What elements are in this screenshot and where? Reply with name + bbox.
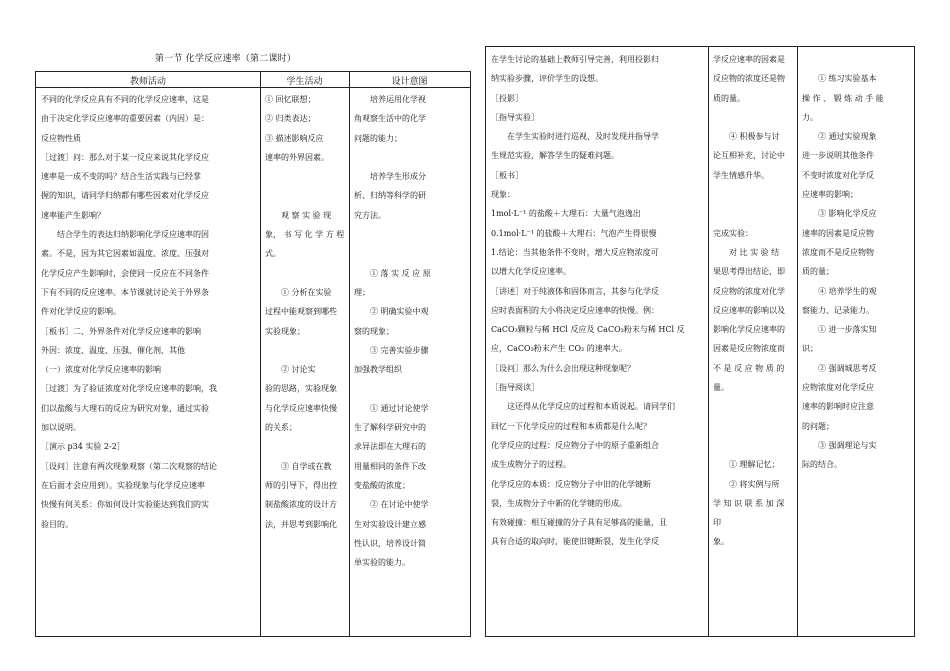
- text-line: 培养学生形成分: [370, 172, 426, 182]
- text-line: 不 是 反 应 物 质 的: [713, 363, 785, 373]
- blank-line: [265, 341, 345, 360]
- text-line: 有效碰撞：相互碰撞的分子具有足够高的能量，且: [491, 518, 667, 528]
- text-line: 件对化学反应的影响。: [41, 307, 121, 317]
- left-design-intent-text: [354, 90, 466, 636]
- text-line: ［讲述］对于纯液体和固体而言，其参与化学反: [491, 286, 659, 296]
- text-line: 0.1mol·L⁻¹ 的盐酸＋大理石：气泡产生得很慢: [491, 228, 657, 238]
- right-design-intent-text: [802, 50, 911, 634]
- document-title: 第一节 化学反应速率（第二课时）: [155, 54, 297, 64]
- right-student-activity-text: [713, 50, 793, 634]
- text-line: 化学反应的本质：反应物分子中旧的化学键断: [491, 479, 651, 489]
- text-line: 们以盐酸与大理石的反应为研究对象，通过实验: [41, 403, 209, 413]
- text-line: ② 强调城思考反: [818, 363, 877, 373]
- text-line: 这还得从化学反应的过程和本质说起。请同学们: [507, 402, 675, 412]
- text-line: 裂，生成物分子中新的化学键的形成。: [491, 498, 627, 508]
- text-line: 性认识，培养设计简: [354, 538, 426, 548]
- text-line: 快慢有何关系：你如何设计实验能达到我们的实: [41, 500, 209, 510]
- blank-line: [713, 397, 793, 416]
- text-line: 实验现象；: [265, 326, 305, 336]
- text-line: 现象：: [491, 190, 515, 200]
- text-line: 力。: [802, 112, 818, 122]
- text-line: ① 进一步落实知: [818, 325, 877, 335]
- text-line: 具有合适的取向时，能使旧键断裂，发生化学反: [491, 537, 659, 547]
- text-line: 究方法。: [354, 210, 386, 220]
- text-line: 浓度而不是反应物物: [802, 247, 874, 257]
- text-line: 果思考得出结论，即: [713, 267, 785, 277]
- blank-line: [265, 186, 345, 205]
- text-line: 式。: [265, 249, 281, 259]
- header-design-intent: 设计意图: [391, 77, 428, 87]
- text-line: 师的引导下，得出控: [265, 480, 337, 490]
- text-line: 量。: [713, 383, 729, 393]
- blank-line: [713, 185, 793, 204]
- text-line: 的关系；: [265, 423, 297, 433]
- text-line: 学反应速率的因素是: [713, 55, 785, 64]
- text-line: ［演示 p34 实验 2-2］: [41, 442, 125, 452]
- text-line: 问题的能力；: [354, 133, 402, 143]
- text-line: 应速率的影响；: [802, 190, 858, 200]
- text-line: 加以说明。: [41, 423, 81, 433]
- text-line: 以增大化学反应速率。: [491, 267, 571, 277]
- text-line: 的问题；: [802, 421, 834, 431]
- text-line: ③ 描述影响反应: [265, 133, 324, 143]
- text-line: 结合学生的表达归纳影响化学反应速率的因: [57, 230, 209, 240]
- blank-line: [354, 244, 466, 263]
- text-line: ① 落 实 反 应 原: [370, 268, 431, 278]
- text-line: 识；: [802, 344, 818, 354]
- blank-line: [354, 225, 466, 244]
- text-line: ［指导阅读］: [491, 383, 539, 393]
- text-line: 素。不是，因为其它因素如温度、浓度、压强对: [41, 249, 209, 259]
- text-line: 1.结论：当其他条件不变时，增大反应物浓度可: [491, 247, 659, 257]
- text-line: 生规范实验，解答学生的疑难问题。: [491, 151, 619, 161]
- blank-line: [713, 417, 793, 436]
- blank-line: [354, 379, 466, 398]
- column-divider: [708, 47, 709, 636]
- text-line: 成生成物分子的过程。: [491, 460, 571, 470]
- blank-line: [265, 167, 345, 186]
- text-line: ① 练习实验基本: [818, 74, 877, 84]
- text-line: 法，并思考到影响化: [265, 519, 337, 529]
- text-line: 速率的因素是反应物: [802, 228, 874, 238]
- text-line: 纳实验步骤，评价学生的设想。: [491, 74, 603, 84]
- text-line: ［投影］: [491, 93, 523, 103]
- text-line: 在后面才会应用到）。实验现象与化学反应速率: [41, 480, 205, 490]
- text-line: 反应物的浓度对化学: [713, 286, 785, 296]
- text-line: 速率的影响时应注意: [802, 402, 874, 412]
- text-line: 由于决定化学反应速率的重要因素（内因）是：: [41, 114, 209, 124]
- text-line: ③ 自学或在教: [281, 461, 332, 471]
- text-line: 学生情感升华。: [713, 170, 769, 180]
- text-line: 应物浓度对化学反应: [802, 383, 874, 393]
- text-line: 学 知 识 联 系 加 深 印: [713, 498, 785, 528]
- text-line: 象。: [713, 537, 729, 547]
- text-line: ① 通过讨论使学: [370, 403, 429, 413]
- text-line: 际的结合。: [802, 460, 842, 470]
- text-line: 生对实验设计建立感: [354, 519, 426, 529]
- text-line: ② 通过实验现象: [818, 132, 877, 142]
- text-line: 速率是一成不变的吗？结合生活实践与已经掌: [41, 172, 201, 182]
- blank-line: [713, 436, 793, 455]
- text-line: ［过渡］为了验证浓度对化学反应速率的影响，我: [41, 384, 217, 394]
- text-line: ① 分析在实验: [281, 287, 332, 297]
- blank-line: [713, 204, 793, 223]
- text-line: ［设问］那么为什么会出现这种现象呢？: [491, 363, 635, 373]
- text-line: 1mol·L⁻¹ 的盐酸＋大理石：大量气泡逸出: [491, 209, 641, 219]
- text-line: 应时表面积的大小将决定反应速率的快慢。例：: [491, 305, 659, 315]
- text-line: 完成实验：: [713, 228, 753, 238]
- text-line: ［指导实验］: [491, 112, 539, 122]
- text-line: CaCO₃颗粒与稀 HCl 反应及 CaCO₃粉末与稀 HCl 反: [491, 325, 685, 335]
- text-line: 察的现象；: [354, 326, 394, 336]
- right-teacher-activity-text: [491, 50, 704, 634]
- blank-line: [713, 108, 793, 127]
- right-lesson-table: [485, 46, 915, 637]
- column-divider: [797, 47, 798, 636]
- header-teacher-activity: 教师活动: [129, 77, 166, 87]
- text-line: 验的思路，实验现象: [265, 384, 337, 394]
- text-line: 与化学反应速率快慢: [265, 403, 337, 413]
- text-line: 速率能产生影响？: [41, 210, 105, 220]
- blank-line: [265, 437, 345, 456]
- text-line: ③ 强调理论与实: [818, 440, 877, 450]
- text-line: 在学生实验时进行巡视，及时发现并指导学: [507, 132, 659, 142]
- text-line: ③ 影响化学反应: [818, 209, 877, 219]
- text-line: 反应速率的影响以及: [713, 305, 785, 315]
- text-line: 析、归纳等科学的研: [354, 191, 426, 201]
- text-line: 生了解科学研究中的: [354, 423, 426, 433]
- text-line: 进一步说明其他条件: [802, 151, 874, 161]
- blank-line: [265, 264, 345, 283]
- text-line: 外因：浓度、温度、压强、催化剂、其他: [41, 345, 185, 355]
- text-line: 象， 书 写 化 学 方 程: [265, 230, 345, 240]
- text-line: 化学反应产生影响时，会使同一反应在不同条件: [41, 268, 209, 278]
- text-line: 观 察 实 验 现: [281, 210, 332, 220]
- text-line: ③ 完善实验步骤: [370, 345, 429, 355]
- blank-line: [354, 148, 466, 167]
- text-line: ［板书］: [491, 170, 523, 180]
- text-line: 速率的外界因素。: [265, 152, 329, 162]
- text-line: ② 在讨论中使学: [370, 500, 429, 510]
- header-student-activity: 学生活动: [286, 77, 323, 87]
- text-line: ［板书］二、外界条件对化学反应速率的影响: [41, 326, 201, 336]
- text-line: ② 讨论实: [281, 365, 316, 375]
- header-divider: [36, 87, 470, 88]
- text-line: 变盐酸的浓度；: [354, 480, 410, 490]
- text-line: 用量相同的条件下改: [354, 461, 426, 471]
- text-line: 验目的。: [41, 519, 73, 529]
- text-line: ② 明确实验中观: [370, 307, 429, 317]
- text-line: 在学生讨论的基础上教师引导完善，利用投影归: [491, 55, 659, 64]
- text-line: 单实验的能力。: [354, 558, 410, 568]
- text-line: 质的量。: [713, 93, 745, 103]
- text-line: ④ 积极参与讨: [729, 132, 780, 142]
- text-line: 应，CaCO₃粉末产生 CO₂ 的速率大。: [491, 344, 627, 354]
- text-line: 化学反应的过程：反应物分子中的原子重新组合: [491, 440, 659, 450]
- text-line: 过程中能观察到哪些: [265, 307, 337, 317]
- text-line: 反应物性质: [41, 133, 81, 143]
- text-line: ［过渡］问：那么对于某一反应来说其化学反应: [41, 152, 209, 162]
- text-line: 不同的化学反应具有不同的化学反应速率，这是: [41, 95, 209, 104]
- text-line: 握的知识，请同学归纳都有哪些因素对化学反应: [41, 191, 209, 201]
- text-line: 求异法即在大理石的: [354, 442, 426, 452]
- text-line: 影响化学反应速率的: [713, 325, 785, 335]
- text-line: ① 回忆联想；: [265, 95, 316, 104]
- text-line: 不变时浓度对化学反: [802, 170, 874, 180]
- text-line: 对 比 实 验 结: [729, 247, 780, 257]
- column-divider: [260, 72, 261, 636]
- text-line: 质的量；: [802, 267, 834, 277]
- left-teacher-activity-text: [41, 90, 256, 636]
- text-line: ① 理解记忆；: [729, 460, 780, 470]
- text-line: ② 将实例与所: [729, 479, 780, 489]
- text-line: 角观察生活中的化学: [354, 114, 426, 124]
- text-line: 加强教学组织: [354, 365, 402, 375]
- text-line: （一）浓度对化学反应速率的影响: [41, 365, 161, 375]
- left-student-activity-text: [265, 90, 345, 636]
- text-line: 因素是反应物浓度而: [713, 344, 785, 354]
- text-line: 理；: [354, 287, 370, 297]
- blank-line: [802, 50, 911, 69]
- text-line: 制盐酸浓度的设计方: [265, 500, 337, 510]
- left-lesson-table: [35, 71, 471, 637]
- text-line: 操 作 、 锻 炼 动 手 能: [802, 93, 884, 103]
- text-line: ［设问］注意有两次现象观察（第二次观察的结论: [41, 461, 217, 471]
- text-line: ④ 培养学生的观: [818, 286, 877, 296]
- text-line: 察能力、记录能力。: [802, 305, 874, 315]
- text-line: ② 归类表达；: [265, 114, 316, 124]
- text-line: 论互相补充，讨论中: [713, 151, 785, 161]
- text-line: 下有不同的反应速率。本节课就讨论关于外界条: [41, 287, 209, 297]
- text-line: 反应物的浓度还是物: [713, 74, 785, 84]
- text-line: 回忆一下化学反应的过程和本质都是什么呢？: [491, 421, 651, 431]
- column-divider: [349, 72, 350, 636]
- text-line: 培养运用化学视: [370, 95, 426, 104]
